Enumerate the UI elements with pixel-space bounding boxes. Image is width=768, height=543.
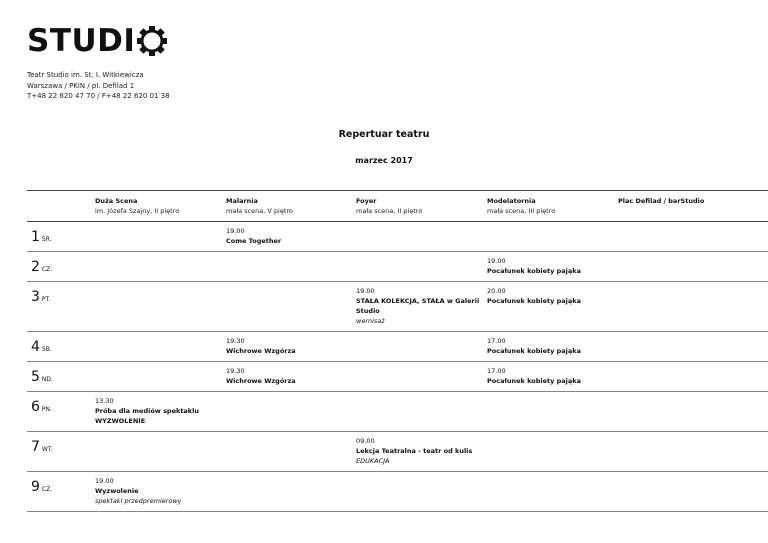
day-cell xyxy=(31,396,52,415)
table-header xyxy=(27,190,768,222)
table-row xyxy=(27,332,768,362)
event-time: 17.00 xyxy=(487,337,506,345)
day-cell xyxy=(31,436,53,455)
event-time: 19.00 xyxy=(226,227,245,235)
venue-location: mała scena, V piętro xyxy=(226,207,293,215)
event-time: 20.00 xyxy=(487,287,506,295)
event-time: 19.00 xyxy=(487,257,506,265)
event-entry[interactable] xyxy=(356,286,484,326)
day-number: 2 xyxy=(31,259,40,275)
day-cell xyxy=(31,476,52,495)
event-time: 19.30 xyxy=(226,367,245,375)
event-entry[interactable] xyxy=(487,366,615,386)
event-time: 13.30 xyxy=(95,397,114,405)
table-row xyxy=(27,252,768,282)
repertoire-table xyxy=(27,190,768,512)
day-cell xyxy=(31,366,53,385)
column-header xyxy=(226,196,354,216)
table-row xyxy=(27,392,768,432)
event-time: 19.00 xyxy=(95,477,114,485)
event-title: Come Together xyxy=(226,237,282,245)
day-number: 9 xyxy=(31,479,40,495)
gear-o-logo-icon xyxy=(137,26,167,56)
event-title: Próba dla mediów spektaklu WYZWOLENIE xyxy=(95,407,199,425)
table-row xyxy=(27,222,768,252)
event-entry[interactable] xyxy=(226,226,354,246)
venue-name: Duża Scena xyxy=(95,197,138,205)
venue-location: im. Józefa Szajny, II piętro xyxy=(95,207,180,215)
event-entry[interactable] xyxy=(487,336,615,356)
address-line: Warszawa / PKiN / pl. Defilad 1 xyxy=(27,81,135,90)
day-cell xyxy=(31,286,50,305)
day-number: 6 xyxy=(31,399,40,415)
venue-location: mała scena, II piętro xyxy=(356,207,423,215)
day-of-week: PN. xyxy=(41,406,52,413)
event-entry[interactable] xyxy=(226,336,354,356)
day-cell xyxy=(31,226,52,245)
event-title: Pocałunek kobiety pająka xyxy=(487,267,582,275)
event-title: Pocałunek kobiety pająka xyxy=(487,297,582,305)
event-time: 19.00 xyxy=(356,287,375,295)
event-title: Lekcja Teatralna - teatr od kulis xyxy=(356,447,473,455)
event-time: 09.00 xyxy=(356,437,375,445)
day-of-week: ŚR. xyxy=(41,236,52,243)
event-title: Wichrowe Wzgórza xyxy=(226,347,296,355)
venue-name: Foyer xyxy=(356,197,377,205)
logo-wordmark: STUDI xyxy=(27,23,136,59)
venue-name: Modelatornia xyxy=(487,197,536,205)
month-label: marzec 2017 xyxy=(355,156,413,165)
day-of-week: ND. xyxy=(41,376,53,383)
event-title: Pocałunek kobiety pająka xyxy=(487,377,582,385)
day-number: 1 xyxy=(31,229,40,245)
address-line: Teatr Studio im. St. I. Witkiewicza xyxy=(27,71,144,79)
day-number: 4 xyxy=(31,339,40,355)
column-header xyxy=(487,196,615,216)
event-entry[interactable] xyxy=(356,436,484,466)
day-number: 5 xyxy=(31,369,40,385)
page-title: Repertuar teatru xyxy=(338,129,430,140)
venue-name: Malarnia xyxy=(226,197,258,205)
table-row xyxy=(27,282,768,332)
table-row xyxy=(27,362,768,392)
address-line: T+48 22 620 47 70 / F+48 22 620 01 38 xyxy=(27,92,170,100)
day-of-week: SB. xyxy=(41,346,52,353)
event-title: Wyzwolenie xyxy=(95,487,139,495)
day-of-week: CZ. xyxy=(41,266,53,273)
event-entry[interactable] xyxy=(95,476,223,506)
event-note: wernisaż xyxy=(356,317,385,325)
event-note: spektakl przedpremierowy xyxy=(95,497,182,505)
table-row xyxy=(27,432,768,472)
day-of-week: PT. xyxy=(41,296,51,303)
day-number: 7 xyxy=(31,439,40,455)
studio-logo[interactable] xyxy=(27,25,167,57)
day-of-week: WT. xyxy=(41,446,53,453)
event-title: Wichrowe Wzgórza xyxy=(226,377,296,385)
event-title: Pocałunek kobiety pająka xyxy=(487,347,582,355)
event-note: EDUKACJA xyxy=(356,457,390,465)
event-entry[interactable] xyxy=(226,366,354,386)
event-entry[interactable] xyxy=(487,256,615,276)
column-header xyxy=(618,196,746,206)
event-title: STAŁA KOLEKCJA, STAŁA w Galerii Studio xyxy=(356,297,480,315)
event-time: 17.00 xyxy=(487,367,506,375)
day-cell xyxy=(31,336,52,355)
event-entry[interactable] xyxy=(95,396,223,426)
column-header xyxy=(95,196,223,216)
event-time: 19.30 xyxy=(226,337,245,345)
event-entry[interactable] xyxy=(487,286,615,306)
theatre-address xyxy=(27,70,170,102)
day-of-week: CZ. xyxy=(41,486,53,493)
venue-name: Plac Defilad / barStudio xyxy=(618,197,705,205)
column-header xyxy=(356,196,484,216)
table-row xyxy=(27,472,768,512)
day-number: 3 xyxy=(31,289,40,305)
venue-location: mała scena, III piętro xyxy=(487,207,556,215)
table-body xyxy=(27,222,768,512)
day-cell xyxy=(31,256,52,275)
